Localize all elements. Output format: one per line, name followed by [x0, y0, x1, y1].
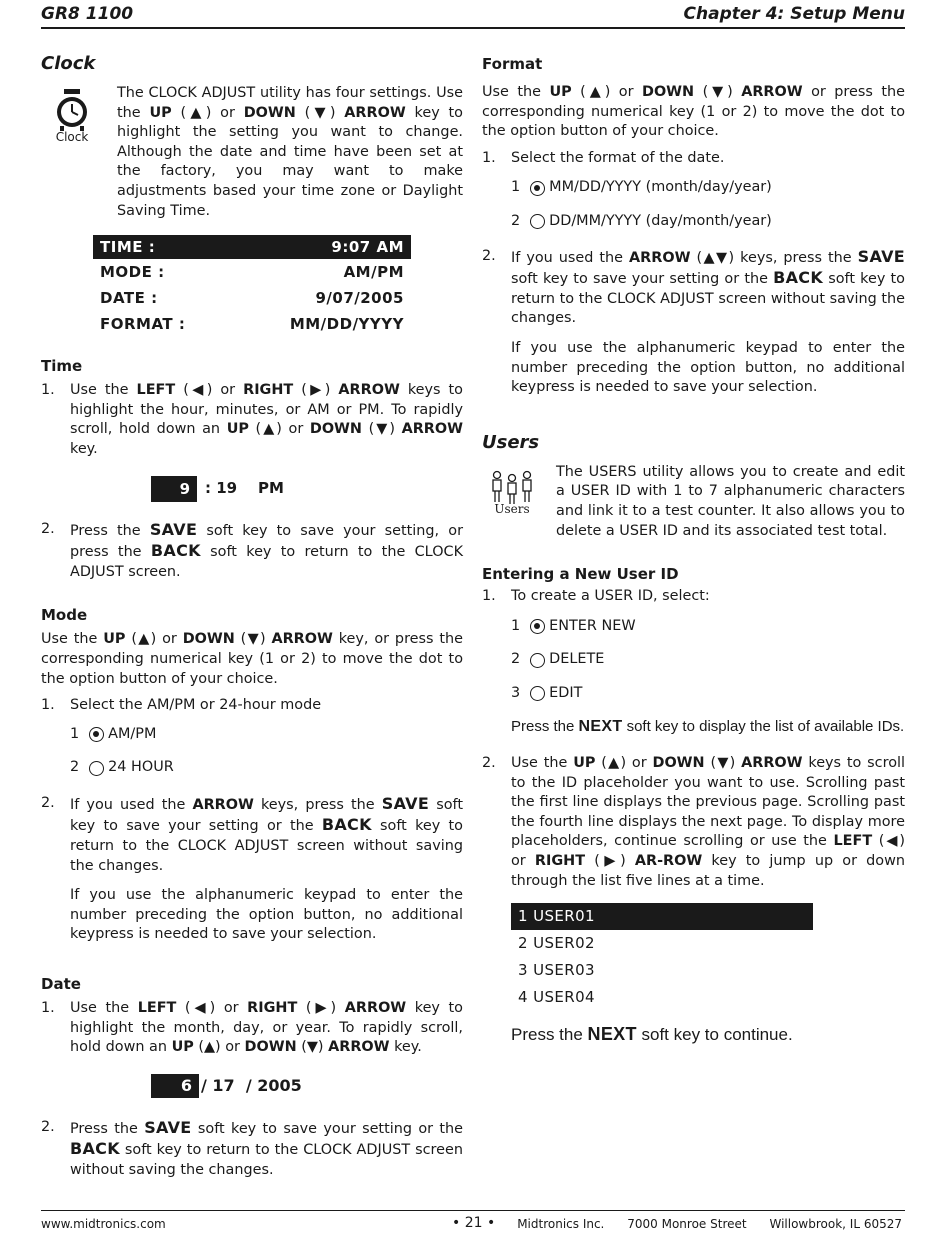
lcd-value: MM/DD/YYYY [289, 315, 404, 334]
text-run: UP [149, 104, 172, 121]
text-run: Use the [41, 631, 104, 648]
lcd-label: FORMAT : [100, 315, 186, 334]
time-step-2 [41, 520, 463, 583]
text-run: soft key to return to the CLOCK ADJUST screen without saving the changes. [511, 271, 905, 327]
text-run: (◀) or [511, 833, 905, 870]
text-run: DOWN [182, 631, 235, 648]
text-run: soft key to return to the CLOCK ADJUST screen without saving the changes. [70, 818, 463, 874]
text-run: To create a USER ID, select: [511, 588, 710, 605]
text-run: key, or press the corresponding numerical key (1 or 2) to move the dot to the option button of your choice. [41, 631, 464, 687]
clock-intro [41, 86, 463, 221]
back-softkey-label: BACK [321, 815, 372, 835]
step-number: 2. [41, 1118, 55, 1135]
option-number: 1 [511, 179, 521, 196]
text-run: DOWN [642, 84, 695, 100]
lcd-row-mode [93, 259, 411, 285]
text-run: DOWN [243, 104, 296, 121]
text-run: RIGHT [243, 382, 294, 399]
step-number: 2. [482, 755, 496, 772]
text-run: ARROW [344, 1000, 407, 1017]
text-run: key to highlight the setting you want to change. Although the date and time have been set at the factory, you may want to make adjustments based your time zone or Daylight Saving Time. [117, 104, 463, 219]
text-run: DOWN [652, 755, 705, 772]
text-run: soft key to display the list of available IDs. [622, 718, 905, 736]
clock-section-title: Clock [41, 53, 96, 74]
step-number: 1. [41, 697, 55, 714]
text-run: AR-ROW [634, 853, 703, 870]
option-label: DD/MM/YYYY (day/month/year) [549, 212, 772, 229]
format-steps [482, 149, 905, 398]
users-intro-text: The USERS utility allows you to create and edit a USER ID with 1 to 7 alphanumeric characters and link it to a test counter. It also allows you to delete a USER ID and its associated test total. [556, 463, 905, 539]
highlighted-hour: 9 [151, 476, 197, 502]
save-softkey-label: SAVE [857, 246, 905, 266]
footer-website[interactable]: www.midtronics.com [41, 1217, 166, 1231]
text-run: ARROW [629, 249, 691, 266]
text-run: (▲) or [171, 104, 244, 121]
text-run: Use the [482, 84, 550, 100]
option-number: 1 [511, 617, 521, 634]
text-run: (▼) [704, 755, 742, 772]
date-steps [41, 999, 463, 1181]
time-section-title: Time [41, 357, 83, 376]
users-section-title: Users [482, 431, 540, 453]
users-step-1 [482, 587, 905, 737]
text-run: soft key to return to the CLOCK ADJUST screen without saving the changes. [70, 1142, 463, 1178]
mode-option-ampm[interactable] [70, 725, 463, 745]
text-run: Select the AM/PM or 24-hour mode [70, 697, 322, 714]
footer-rule [41, 1210, 905, 1211]
users-next-note [511, 717, 905, 737]
text-run: ARROW [741, 84, 803, 100]
lcd-row-date [93, 285, 411, 311]
text-run: keys to scroll to the ID placeholder you want to use. Scrolling past the first line displays the previous page. Scrolling past the fourth line displays the next page. To display more placeholders, continue scrolling or use the [511, 755, 905, 850]
time-entry-screen [151, 476, 463, 502]
user-list-item[interactable]: 3 USER03 [518, 961, 595, 980]
text-run: UP [549, 84, 572, 100]
text-run: LEFT [136, 382, 176, 399]
text-run: (▲) or [125, 631, 183, 648]
lcd-value: AM/PM [343, 263, 404, 282]
step-number: 2. [41, 794, 55, 811]
step-number: 1. [41, 382, 55, 399]
text-run: key. [70, 440, 98, 457]
text-run: keys to highlight the hour, minutes, or AM or PM. To rapidly scroll, hold down an [70, 382, 463, 438]
text-run: or press the corresponding numerical key (1 or 2) to move the dot to the option button of your choice. [482, 84, 905, 140]
lcd-value: 9/07/2005 [315, 289, 404, 308]
text-run: Press the [70, 1120, 145, 1137]
text-run: (▲▼) keys, press the [690, 249, 858, 266]
text-run: Press the [511, 1025, 588, 1045]
text-run: soft key to save your setting or the [511, 271, 774, 288]
option-label: AM/PM [108, 725, 157, 742]
option-number: 2 [70, 759, 80, 776]
step-number: 1. [482, 588, 496, 605]
date-step-2 [41, 1118, 463, 1181]
header-rule [41, 27, 905, 29]
time-entry-rest: : 19 PM [205, 478, 284, 497]
text-run: The CLOCK ADJUST utility has four settings. Use the [117, 85, 463, 121]
page-number: • 21 • [452, 1215, 496, 1231]
back-softkey-label: BACK [70, 1139, 120, 1159]
text-run: (▼) [361, 421, 402, 438]
page-header-left: GR8 1100 [41, 4, 134, 24]
text-run: ARROW [338, 382, 400, 399]
date-entry-rest: / 17 / 2005 [201, 1076, 302, 1096]
mode-keypad-note: If you use the alphanumeric keypad to enter the number preceding the option button, no additional keypress is needed to save your selection. [70, 887, 463, 943]
lcd-label: MODE : [100, 263, 165, 282]
text-run: soft key to save your setting, or press the [70, 522, 463, 561]
step-number: 2. [482, 247, 496, 264]
right-column [482, 50, 905, 1045]
mode-section-title: Mode [41, 606, 88, 625]
text-run: LEFT [137, 1000, 177, 1017]
text-run: soft key to return to the CLOCK ADJUST screen. [70, 544, 464, 580]
text-run: Use the [511, 755, 574, 772]
radio-empty-icon[interactable] [530, 214, 545, 229]
text-run: (▲) or [571, 84, 642, 100]
save-softkey-label: SAVE [149, 519, 198, 539]
text-run: (▶) [585, 853, 635, 870]
format-intro [482, 83, 905, 142]
option-number: 3 [511, 684, 521, 701]
clock-icon [41, 86, 103, 144]
mode-steps [41, 696, 463, 945]
users-option-edit[interactable] [511, 684, 905, 704]
users-option-delete[interactable] [511, 650, 905, 670]
format-step-1 [482, 149, 905, 232]
lcd-row-time [93, 235, 411, 259]
mode-step-2 [41, 794, 463, 945]
text-run: (▼) [296, 1039, 329, 1056]
page-header-right: Chapter 4: Setup Menu [683, 4, 905, 24]
footer-address: Midtronics Inc. 7000 Monroe Street Willowbrook, IL 60527 [517, 1217, 902, 1231]
text-run: Use the [70, 382, 137, 399]
text-run: (▲) or [595, 755, 653, 772]
lcd-value: 9:07 AM [331, 238, 404, 257]
mode-option-24hour[interactable] [70, 758, 463, 778]
text-run: If you used the [511, 249, 630, 266]
text-run: (▼) [694, 84, 742, 100]
text-run: RIGHT [534, 853, 586, 870]
users-steps [482, 587, 905, 1045]
text-run: key to highlight the month, day, or year. To rapidly scroll, hold down an [70, 1000, 463, 1056]
text-run: UP [573, 755, 596, 772]
text-run: If you used the [70, 796, 193, 813]
text-run: UP [226, 421, 249, 438]
highlighted-month: 6 [151, 1074, 199, 1098]
users-step-2 [482, 754, 905, 1045]
time-step-1 [41, 381, 463, 501]
date-section-title: Date [41, 975, 81, 994]
radio-selected-icon[interactable] [530, 619, 545, 634]
lcd-row-format [93, 311, 411, 337]
option-label: 24 HOUR [108, 759, 174, 776]
text-run: keys, press the [253, 796, 382, 813]
text-run: key to jump up or down through the list five lines at a time. [511, 853, 905, 889]
next-softkey-label: NEXT [578, 718, 623, 736]
option-label: DELETE [549, 651, 605, 668]
text-run: ARROW [401, 421, 463, 438]
text-run: (◀) or [175, 382, 244, 399]
step-number: 1. [482, 149, 496, 166]
time-steps [41, 381, 463, 582]
text-run: (▶) [293, 382, 339, 399]
users-continue-note [511, 1025, 905, 1045]
text-run: (▶) [297, 1000, 345, 1017]
option-label: ENTER NEW [549, 617, 636, 634]
back-softkey-label: BACK [150, 541, 201, 561]
option-label: EDIT [549, 684, 583, 701]
text-run: (▲) or [193, 1039, 245, 1056]
text-run: ARROW [192, 796, 254, 813]
user-list-item[interactable]: 4 USER04 [518, 988, 595, 1007]
left-column [41, 50, 463, 1181]
step-number: 1. [41, 1000, 55, 1017]
date-step-1 [41, 999, 463, 1098]
text-run: Press the [511, 718, 579, 736]
radio-empty-icon[interactable] [530, 653, 545, 668]
text-run: DOWN [244, 1039, 297, 1056]
save-softkey-label: SAVE [381, 793, 430, 813]
back-softkey-label: BACK [773, 268, 824, 288]
radio-empty-icon[interactable] [530, 686, 545, 701]
text-run: UP [103, 631, 126, 648]
text-run: ARROW [271, 631, 333, 648]
option-number: 2 [511, 212, 521, 229]
format-keypad-note: If you use the alphanumeric keypad to enter the number preceding the option button, no additional keypress is needed to save your selection. [511, 339, 905, 396]
format-option-dmy[interactable] [511, 212, 905, 232]
alarm-clock-icon [54, 88, 90, 132]
text-run: soft key to continue. [636, 1025, 793, 1045]
text-run: LEFT [833, 833, 873, 850]
format-step-2 [482, 247, 905, 398]
text-run: RIGHT [247, 1000, 298, 1017]
next-softkey-label: NEXT [587, 1024, 637, 1045]
text-run: Press the [70, 522, 150, 539]
user-list-item-selected[interactable]: 1 USER01 [511, 903, 813, 930]
users-intro [482, 463, 905, 541]
text-run: Use the [70, 1000, 138, 1017]
mode-intro [41, 630, 463, 689]
new-user-section-title: Entering a New User ID [482, 565, 679, 584]
text-run: (▲) or [248, 421, 310, 438]
text-run: UP [171, 1039, 194, 1056]
text-run: ARROW [328, 1039, 390, 1056]
option-number: 2 [511, 651, 521, 668]
radio-selected-icon[interactable] [89, 727, 104, 742]
text-run: (▼) [234, 631, 272, 648]
text-run: soft key to save your setting or the [191, 1120, 464, 1137]
user-id-list [511, 903, 813, 1011]
clock-intro-text [117, 84, 463, 221]
option-number: 1 [70, 725, 80, 742]
people-group-icon [487, 469, 537, 505]
text-run: (◀) or [176, 1000, 248, 1017]
users-option-enter-new[interactable] [511, 617, 905, 637]
text-run: Select the format of the date. [511, 149, 725, 166]
save-softkey-label: SAVE [144, 1117, 192, 1137]
text-run: (▼) [295, 104, 345, 121]
user-list-item[interactable]: 2 USER02 [518, 934, 595, 953]
format-option-mdy[interactable] [511, 178, 905, 198]
clock-icon-label: Clock [55, 130, 89, 144]
lcd-label: DATE : [100, 289, 158, 308]
text-run: ARROW [741, 755, 803, 772]
mode-step-1 [41, 696, 463, 778]
lcd-label: TIME : [100, 238, 156, 257]
clock-adjust-screen [93, 235, 411, 337]
users-icon [482, 467, 542, 516]
text-run: soft key to save your setting or the [70, 796, 463, 835]
text-run: ARROW [344, 104, 406, 121]
users-icon-label: Users [494, 501, 530, 516]
text-run: DOWN [309, 421, 362, 438]
radio-empty-icon[interactable] [89, 761, 104, 776]
option-label: MM/DD/YYYY (month/day/year) [549, 179, 772, 196]
text-run: key. [389, 1039, 422, 1056]
radio-selected-icon[interactable] [530, 181, 545, 196]
date-entry-screen [151, 1074, 463, 1098]
step-number: 2. [41, 520, 55, 537]
format-section-title: Format [482, 55, 543, 73]
